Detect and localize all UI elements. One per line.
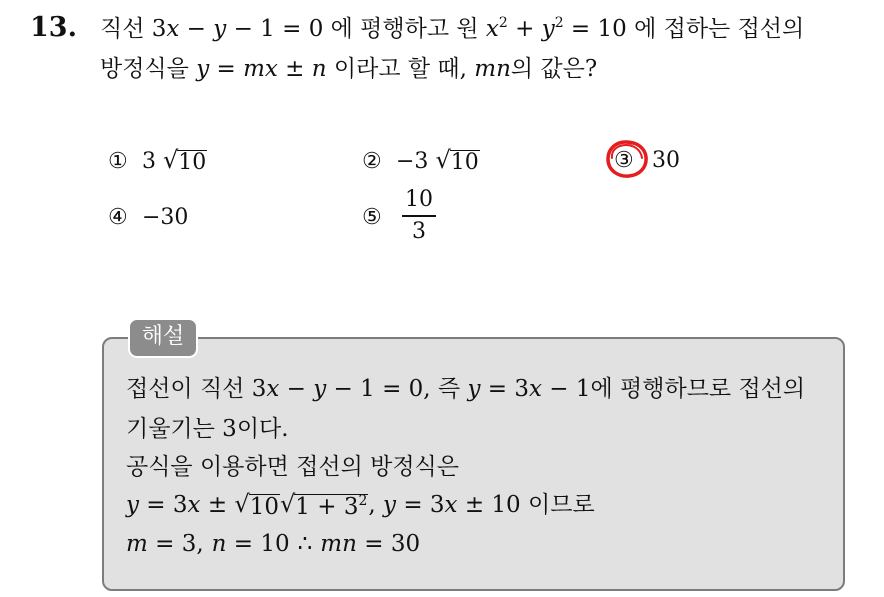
sqrt-expression: √ 10: [435, 146, 479, 175]
therefore-symbol: ∴: [297, 531, 313, 557]
solution-line3: 공식을 이용하면 접선의 방정식은: [126, 454, 459, 480]
choice-5[interactable]: [362, 203, 396, 233]
choice-2[interactable]: ② −3 √ 10: [362, 146, 479, 175]
sqrt-expression: √ $1 + 3^2$: [280, 490, 368, 520]
choice-marker: ⑤: [362, 205, 382, 230]
solution-tab-label: 해설: [128, 318, 198, 358]
question-number: 13.: [30, 12, 77, 43]
question-text-line2: 방정식을 y = mx ± n 이라고 할 때, mn의 값은?: [100, 56, 598, 82]
sqrt-expression: √ 10: [234, 490, 279, 520]
solution-line1: 접선이 직선 3x − y − 1 = 0, 즉 y = 3x − 1에 평행하므로 접선의: [126, 376, 806, 402]
choice-marker: ③: [614, 148, 634, 173]
sqrt-expression: √ 10: [163, 146, 207, 175]
question-text-line1: 직선 3x − y − 1 = 0 에 평행하고 원 $x^2 + y^2 = 10$ 에 접하는 접선의: [100, 15, 805, 42]
solution-line4: y = 3x ± √ 10 √ $1 + 3^2$ , y = 3x ± 10 이므로: [126, 490, 595, 520]
choice-marker: ④: [108, 205, 128, 230]
choice-marker: ①: [108, 149, 128, 174]
fraction-numerator: 10: [405, 187, 433, 212]
choice-5-fraction: [402, 187, 436, 245]
choice-4[interactable]: ④ −30: [108, 203, 188, 233]
choice-marker: ②: [362, 149, 382, 174]
solution-line2: 기울기는 3이다.: [126, 416, 289, 442]
solution-line5: m = 3, n = 10 ∴ mn = 30: [126, 531, 421, 557]
fraction-denominator: 3: [412, 218, 426, 244]
choice-1[interactable]: ① 3 √ 10: [108, 146, 207, 175]
fraction-bar: [402, 215, 436, 217]
choice-3-selected[interactable]: ③ 30: [614, 146, 680, 176]
